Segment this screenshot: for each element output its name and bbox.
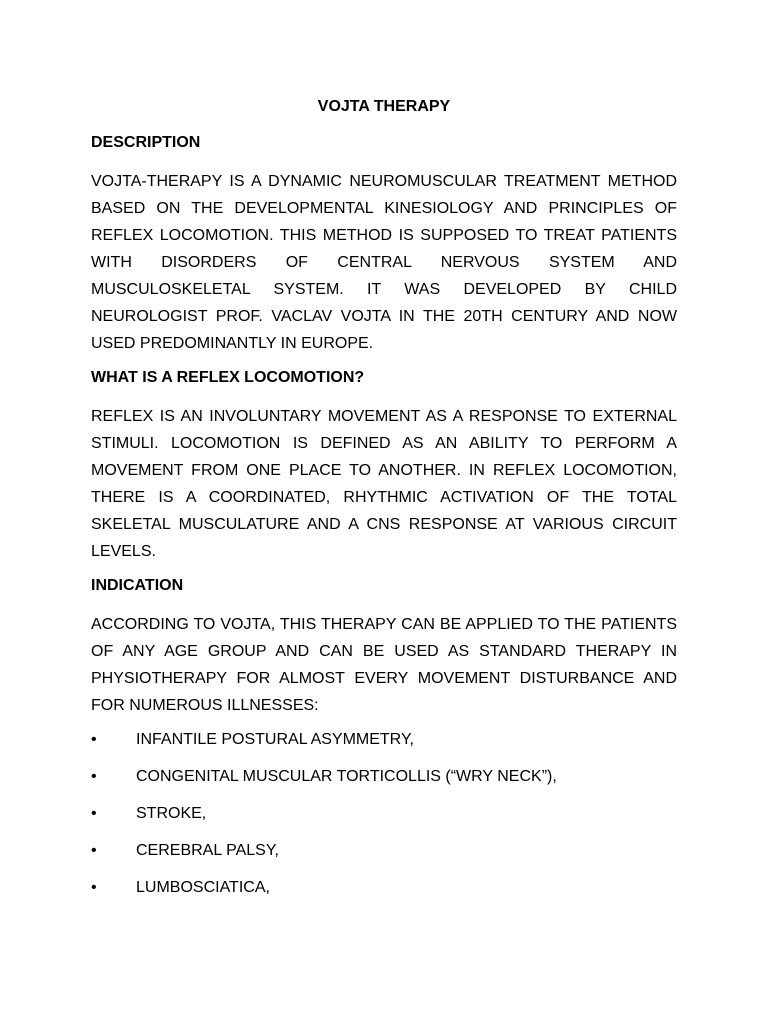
bullet-icon: •	[91, 731, 97, 748]
list-item-text: INFANTILE POSTURAL ASYMMETRY,	[136, 731, 414, 748]
list-item	[91, 840, 677, 862]
bullet-icon: •	[91, 805, 97, 822]
section-heading-indication: INDICATION	[91, 577, 184, 594]
list-item	[91, 877, 677, 899]
document-title: VOJTA THERAPY	[317, 98, 451, 115]
indication-bullet-list	[91, 729, 677, 899]
document-page	[91, 96, 677, 914]
list-item-text: CEREBRAL PALSY,	[136, 842, 279, 859]
section-heading-description: DESCRIPTION	[91, 134, 201, 151]
list-item-text: CONGENITAL MUSCULAR TORTICOLLIS (“WRY NECK”),	[136, 768, 557, 785]
section-paragraph-indication: ACCORDING TO VOJTA, THIS THERAPY CAN BE APPLIED TO THE PATIENTS OF ANY AGE GROUP AND CAN BE USED AS STANDARD THERAPY IN PHYSIOTHERAPY FOR ALMOST EVERY MOVEMENT DISTURBANCE AND FOR NUMEROUS ILLNESSES:	[91, 616, 677, 714]
bullet-icon: •	[91, 879, 97, 896]
bullet-icon: •	[91, 842, 97, 859]
section-paragraph-description: VOJTA-THERAPY IS A DYNAMIC NEUROMUSCULAR TREATMENT METHOD BASED ON THE DEVELOPMENTAL KINESIOLOGY AND PRINCIPLES OF REFLEX LOCOMOTION. THIS METHOD IS SUPPOSED TO TREAT PATIENTS WITH DISORDERS OF CENTRAL NERVOUS SYSTEM AND MUSCULOSKELETAL SYSTEM. IT WAS DEVELOPED BY CHILD NEUROLOGIST PROF. VACLAV VOJTA IN THE 20TH CENTURY AND NOW USED PREDOMINANTLY IN EUROPE.	[91, 173, 677, 352]
list-item	[91, 766, 677, 788]
list-item	[91, 729, 677, 751]
list-item-text: LUMBOSCIATICA,	[136, 879, 270, 896]
list-item	[91, 803, 677, 825]
list-item-text: STROKE,	[136, 805, 207, 822]
section-heading-reflex-locomotion: WHAT IS A REFLEX LOCOMOTION?	[91, 369, 365, 386]
section-paragraph-reflex-locomotion: REFLEX IS AN INVOLUNTARY MOVEMENT AS A RESPONSE TO EXTERNAL STIMULI. LOCOMOTION IS DEFINED AS AN ABILITY TO PERFORM A MOVEMENT FROM ONE PLACE TO ANOTHER. IN REFLEX LOCOMOTION, THERE IS A COORDINATED, RHYTHMIC ACTIVATION OF THE TOTAL SKELETAL MUSCULATURE AND A CNS RESPONSE AT VARIOUS CIRCUIT LEVELS.	[91, 408, 677, 560]
bullet-icon: •	[91, 768, 97, 785]
